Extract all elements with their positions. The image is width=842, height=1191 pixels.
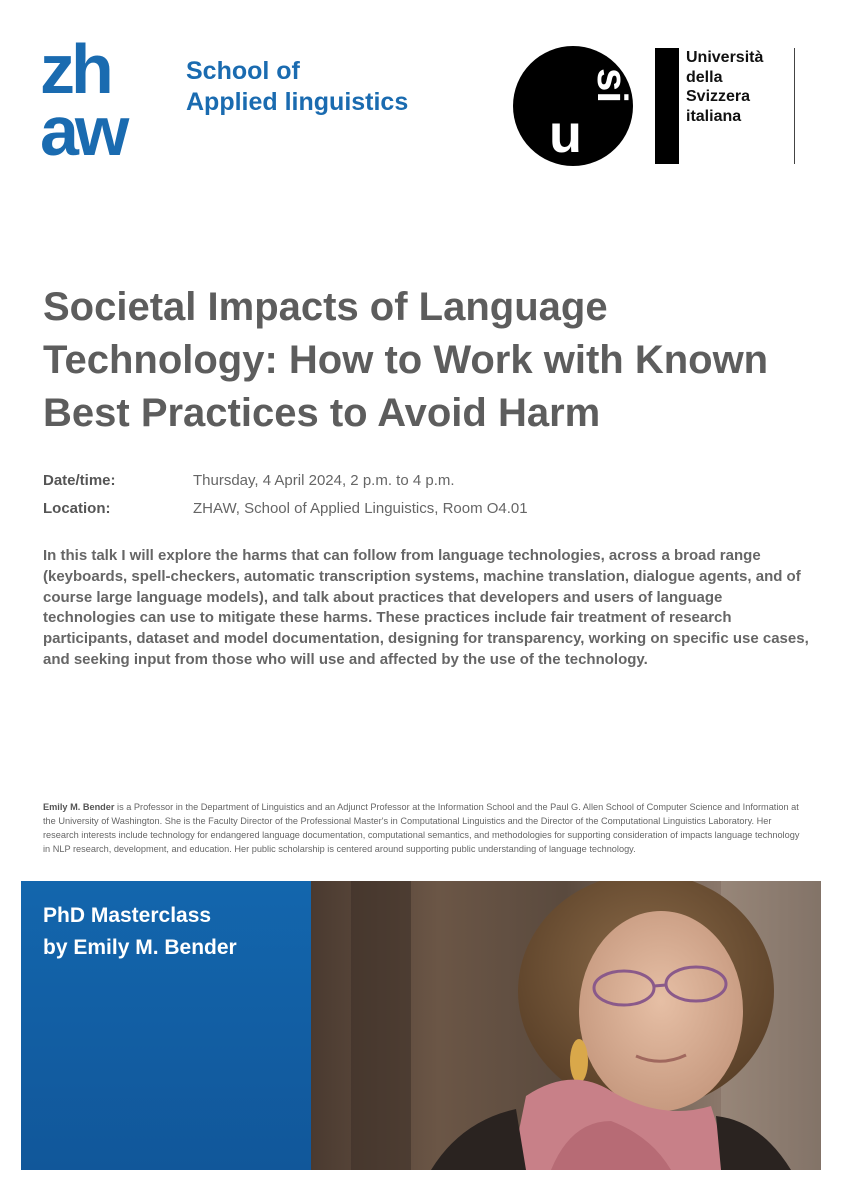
date-label: Date/time: bbox=[43, 471, 116, 489]
speaker-photo bbox=[311, 881, 821, 1170]
banner-blue-panel bbox=[21, 881, 311, 1170]
zhaw-school-name: School of Applied linguistics bbox=[186, 57, 409, 116]
speaker-name: Emily M. Bender bbox=[43, 802, 115, 812]
usi-divider bbox=[794, 48, 795, 164]
zhaw-logo-line2: aw bbox=[40, 92, 126, 170]
location-label: Location: bbox=[43, 499, 111, 517]
zhaw-logo-line1: zh bbox=[40, 30, 110, 108]
banner bbox=[21, 881, 821, 1170]
abstract: In this talk I will explore the harms that can follow from language technologies, across a broad range (keyboards, spell-checkers, automatic transcription systems, machine translation, dialogue agents, and of course large language models), and talk about practices that developers and users of language technologies can use to mitigate these harms. These practices include fair treatment of research participants, dataset and model documentation, designing for transparency, working on specific use cases, and seeking input from those who will use and affected by the use of the technology. bbox=[43, 547, 809, 668]
bio-text: is a Professor in the Department of Linguistics and an Adjunct Professor at the Information School and the Paul G. Allen School of Computer Science and Information at the University of Washington. She is the Faculty Director of the Professional Master's in Computational Linguistics and the Director of the Computational Linguistics Laboratory. Her research interests include technology for endangered language documentation, computational semantics, and methodologies for supporting consideration of impacts language technology in NLP research, development, and education. Her public scholarship is centered around supporting public understanding of language technology. bbox=[43, 802, 800, 854]
svg-text:u: u bbox=[549, 104, 582, 164]
speaker-bio bbox=[43, 800, 803, 856]
date-value: Thursday, 4 April 2024, 2 p.m. to 4 p.m. bbox=[193, 471, 455, 489]
usi-logo bbox=[512, 44, 802, 168]
zhaw-logo bbox=[40, 30, 166, 172]
page-title: Societal Impacts of Language Technology: How to Work with Known Best Practices to Avoid Harm bbox=[43, 285, 769, 435]
usi-circle-mark bbox=[512, 44, 682, 168]
banner-heading: PhD Masterclass by Emily M. Bender bbox=[43, 904, 237, 959]
location-row bbox=[43, 494, 803, 522]
event-details bbox=[43, 466, 803, 522]
date-row bbox=[43, 466, 803, 494]
location-value: ZHAW, School of Applied Linguistics, Room O4.01 bbox=[193, 499, 528, 517]
svg-text:si: si bbox=[589, 68, 636, 104]
usi-name: Università della Svizzera italiana bbox=[686, 49, 764, 125]
